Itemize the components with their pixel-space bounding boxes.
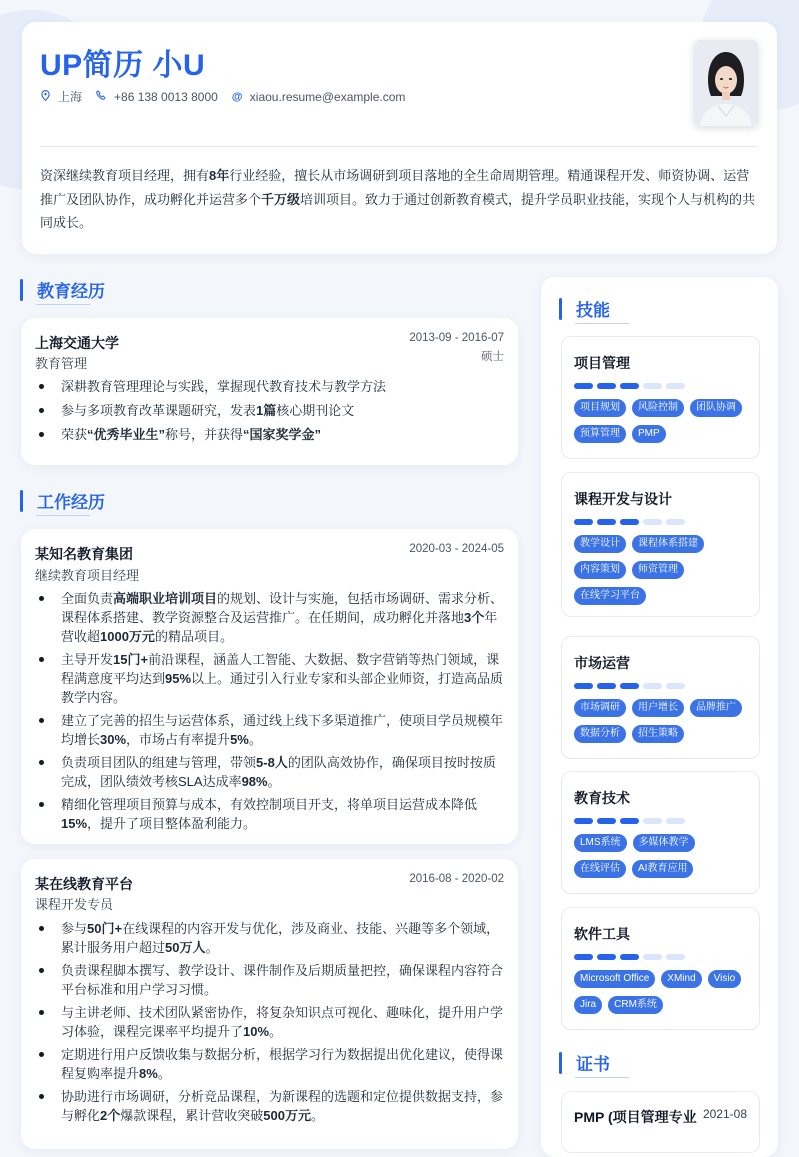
at-sign-icon: @ [231, 90, 243, 103]
section-underline [36, 304, 90, 305]
education-card [21, 318, 518, 465]
skill-level-dot [574, 954, 593, 960]
skill-card [561, 472, 760, 617]
skill-level-dot [620, 383, 639, 389]
skill-tags [574, 834, 754, 886]
skill-group-name: 软件工具 [574, 926, 630, 942]
skill-level-dot [574, 683, 593, 689]
skill-level-dot [643, 683, 662, 689]
skill-tag: 预算管理 [574, 425, 626, 443]
skill-level-dot [643, 519, 662, 525]
skill-level-dot [620, 519, 639, 525]
skill-card [561, 907, 760, 1030]
summary-text: 资深继续教育项目经理，拥有8年行业经验，擅长从市场调研到项目落地的全生命周期管理。精通课程开发、师资协调、运营推广及团队协作，成功孵化并运营多个千万级培训项目。致力于通过创新教育模式，提升学员职业技能，实现个人与机构的共同成长。 [40, 168, 756, 230]
skill-tag: AI教育应用 [632, 860, 693, 878]
certificate-name: PMP (项目管理专业 [574, 1109, 697, 1125]
certificate-card [561, 1091, 760, 1153]
skill-tag: XMind [661, 970, 701, 988]
job-card-2 [21, 859, 518, 1149]
skill-group-name: 课程开发与设计 [574, 491, 672, 507]
skill-level-dot [666, 383, 685, 389]
list-item: 建立了完善的招生与运营体系，通过线上线下多渠道推广，使项目学员规模年均增长30%，市场占有率提升5%。 [35, 711, 505, 749]
skill-level-dot [666, 954, 685, 960]
list-item: 协助进行市场调研，分析竞品课程，为新课程的选题和定位提供数据支持，参与孵化2个爆款课程，累计营收突破500万元。 [35, 1087, 505, 1125]
work-section-title: 工作经历 [20, 488, 105, 513]
skill-tag: 课程体系搭建 [632, 535, 704, 553]
skill-level-dot [666, 818, 685, 824]
job-dates: 2020-03 - 2024-05 [409, 543, 504, 555]
list-item: 主导开发15门+前沿课程，涵盖人工智能、大数据、数字营销等热门领域，课程满意度平均达到95%以上。通过引入行业专家和头部企业师资，打造高品质教学内容。 [35, 650, 505, 707]
skill-level-dot [620, 818, 639, 824]
company-name: 某在线教育平台 [35, 876, 133, 892]
job1-bullets [35, 589, 505, 833]
skill-level-dot [643, 954, 662, 960]
skill-tag: CRM系统 [608, 996, 663, 1014]
section-underline [575, 323, 629, 324]
skill-card [561, 336, 760, 459]
section-underline [36, 515, 90, 516]
education-section-title: 教育经历 [20, 277, 105, 302]
list-item: 负责项目团队的组建与管理，带领5-8人的团队高效协作，确保项目按时按质完成，团队绩效考核SLA达成率98%。 [35, 753, 505, 791]
skill-tag: 招生策略 [632, 725, 684, 743]
skill-tag: PMP [632, 425, 666, 443]
list-item: 参与50门+在线课程的内容开发与优化，涉及商业、技能、兴趣等多个领域，累计服务用户超过50万人。 [35, 919, 505, 957]
skill-level-dot [597, 954, 616, 960]
education-bullets [35, 377, 505, 444]
job-role: 课程开发专员 [35, 897, 114, 912]
section-accent-bar [20, 490, 23, 512]
profile-photo [694, 40, 758, 126]
candidate-name: UP简历 小U [40, 49, 206, 82]
job-card-1 [21, 529, 518, 844]
location-text: 上海 [58, 90, 83, 104]
skill-group-name: 项目管理 [574, 355, 630, 371]
skill-tags [574, 699, 754, 751]
skill-level-dot [620, 954, 639, 960]
skill-tag: 多媒体教学 [633, 834, 695, 852]
list-item: 荣获“优秀毕业生”称号，并获得“国家奖学金” [35, 425, 505, 444]
skill-level-bar [574, 818, 689, 824]
section-accent-bar [559, 298, 562, 320]
section-accent-bar [20, 279, 23, 301]
section-accent-bar [559, 1052, 562, 1074]
skill-level-dot [597, 383, 616, 389]
skill-level-dot [574, 519, 593, 525]
skill-tag: 团队协调 [690, 399, 742, 417]
section-underline [575, 1077, 629, 1078]
certificate-date: 2021-08 [702, 1107, 747, 1121]
skill-level-dot [643, 383, 662, 389]
skill-tag: 数据分析 [574, 725, 626, 743]
skill-tag: 教学设计 [574, 535, 626, 553]
skill-tag: LMS系统 [574, 834, 627, 852]
email-item [232, 90, 406, 104]
skill-level-dot [620, 683, 639, 689]
header-divider [40, 146, 758, 147]
location-pin-icon [40, 90, 50, 104]
job-dates: 2016-08 - 2020-02 [409, 873, 504, 885]
skills-section-title: 技能 [559, 296, 610, 321]
skill-level-dot [666, 519, 685, 525]
skill-tag: 师资管理 [632, 561, 684, 579]
skill-level-dot [666, 683, 685, 689]
skill-tag: 用户增长 [632, 699, 684, 717]
skill-tag: 内容策划 [574, 561, 626, 579]
location-item [40, 88, 82, 105]
skill-tags [574, 970, 754, 1022]
skill-level-dot [597, 818, 616, 824]
skill-tag: 品牌推广 [690, 699, 742, 717]
list-item: 深耕教育管理理论与实践，掌握现代教育技术与教学方法 [35, 377, 505, 396]
skill-level-bar [574, 383, 689, 389]
skill-level-dot [643, 818, 662, 824]
skill-card [561, 771, 760, 894]
phone-icon [96, 90, 106, 103]
certificates-section-title: 证书 [559, 1050, 610, 1075]
list-item: 负责课程脚本撰写、教学设计、课件制作及后期质量把控，确保课程内容符合平台标准和用户学习习惯。 [35, 961, 505, 999]
skill-tag: Visio [708, 970, 742, 988]
skill-tag: 在线评估 [574, 860, 626, 878]
skill-level-dot [597, 519, 616, 525]
list-item: 定期进行用户反馈收集与数据分析，根据学习行为数据提出优化建议，使得课程复购率提升8%。 [35, 1045, 505, 1083]
company-name: 某知名教育集团 [35, 546, 133, 562]
contact-row [40, 88, 419, 105]
list-item: 全面负责高端职业培训项目的规划、设计与实施，包括市场调研、需求分析、课程体系搭建、教学资源整合及运营推广。在任期间，成功孵化并落地3个年营收超1000万元的精品项目。 [35, 589, 505, 646]
skill-group-name: 教育技术 [574, 790, 630, 806]
job2-bullets [35, 919, 505, 1125]
list-item: 与主讲老师、技术团队紧密协作，将复杂知识点可视化、趣味化，提升用户学习体验，课程完课率平均提升了10%。 [35, 1003, 505, 1041]
skill-level-bar [574, 683, 689, 689]
skill-tags [574, 399, 754, 451]
skill-card [561, 636, 760, 759]
skill-tag: Microsoft Office [574, 970, 655, 988]
phone-item [96, 90, 218, 104]
skill-tag: 风险控制 [632, 399, 684, 417]
skill-level-dot [597, 683, 616, 689]
skill-level-dot [574, 383, 593, 389]
skill-level-dot [574, 818, 593, 824]
phone-text[interactable]: +86 138 0013 8000 [114, 89, 218, 104]
skill-level-bar [574, 519, 689, 525]
list-item: 精细化管理项目预算与成本，有效控制项目开支，将单项目运营成本降低15%，提升了项目整体盈利能力。 [35, 795, 505, 833]
education-dates: 2013-09 - 2016-07 [409, 332, 504, 344]
school-name: 上海交通大学 [35, 335, 119, 351]
degree-label: 硕士 [481, 351, 504, 363]
list-item: 参与多项教育改革课题研究，发表1篇核心期刊论文 [35, 401, 505, 420]
skill-tags [574, 535, 754, 613]
job-role: 继续教育项目经理 [35, 568, 140, 583]
skill-tag: 在线学习平台 [574, 587, 646, 605]
skill-group-name: 市场运营 [574, 655, 630, 671]
skill-tag: 项目规划 [574, 399, 626, 417]
email-text[interactable]: xiaou.resume@example.com [249, 89, 406, 104]
major-name: 教育管理 [35, 356, 88, 371]
skill-level-bar [574, 954, 689, 960]
skill-tag: Jira [574, 996, 602, 1014]
skill-tag: 市场调研 [574, 699, 626, 717]
